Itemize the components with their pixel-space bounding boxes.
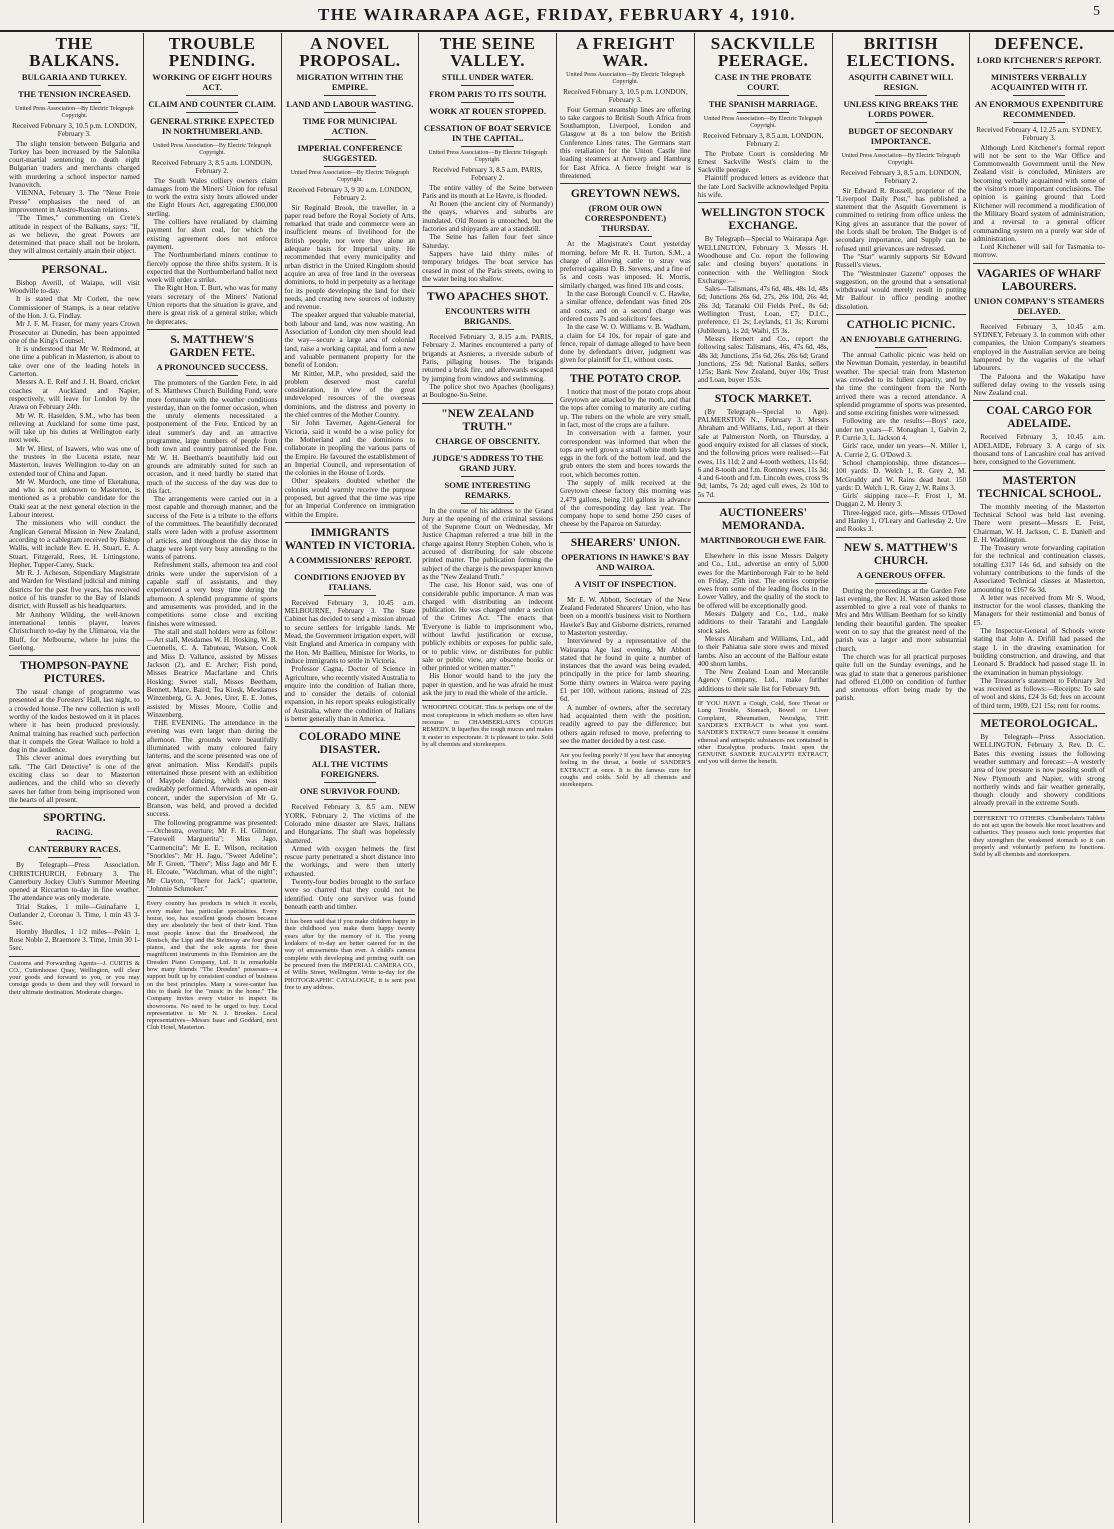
article-subheading: GREYTOWN NEWS. [570,188,680,201]
article-subheading: NEW S. MATTHEW'S CHURCH. [844,541,958,567]
article-paragraph: Bishop Averill, of Waiapu, will visit Woodville to-day. [9,278,140,296]
deck-rule [1013,68,1066,69]
news-column-1 [6,33,144,1523]
deck-rule [48,102,100,103]
deck-rule [324,95,376,96]
article-paragraph: The New Zealand Loan and Mercantile Agency Company, Ltd., make further additions to their sale list for February 9th. [697,668,829,693]
deck-rule [461,503,513,504]
advertisement: DIFFERENT TO OTHERS. Chamberlain's Tablets do not act upon the bowels like most laxatives and cathartics. They possess such tonic properties that they strengthen the weakened stomach so it can properly and voluntarily perform its functions. Sold by all chemists and storekeepers. [973,814,1105,859]
article-paragraph: Lord Kitchener will sail for Tasmania to-morrow. [973,243,1105,260]
column-rule [560,532,691,533]
article-subheading: CATHOLIC PICNIC. [846,319,956,332]
article-headline: THE SEINE VALLEY. [439,34,536,70]
deck-rule [186,139,238,140]
article-paragraph: Mr R. J. Acheson, Stipendiary Magistrate and Warden for Westland judicial and mining districts for the past five years, has received notice of his transfer to the Bay of Islands district, with Russell as his headquarters. [9,569,140,611]
deck-rule [48,840,100,841]
article-deck: ONE SURVIVOR FOUND. [299,786,400,797]
article-subheading: THE POTATO CROP. [569,372,681,385]
advertisement: WHOOPING COUGH. This is perhaps one of the most conspicuous in which mothers so often have recourse to CHAMBERLAIN'S COUGH REMEDY. It liquefies the tough mucus and makes it easier to expectorate. It is pleasant to take. Sold by all chemists and storekeepers. [422,704,553,748]
column-rule [9,956,140,957]
deck-rule [875,149,927,150]
article-deck: JUDGE'S ADDRESS TO THE GRAND JURY. [431,452,544,473]
article-headline: DEFENCE. [994,34,1084,53]
column-rule [147,896,278,897]
article-paragraph: The arrangements were carried out in a most capable and thorough manner, and the success of the Fete is a tribute to the efforts of the committees. The beautifully decorated stalls were laden with a profuse assortment of articles, and throughout the day those in charge were kept very busy attending to the wants of patrons. [146,495,278,562]
column-rule [836,314,967,315]
article-paragraph: In the case Borough Council v. C. Hawke, a similar offence, defendant was fined 20s and costs, and on a second charge was ordered costs 7s and solicitors' fees. [560,290,691,323]
article-paragraph: Messrs Hernert and Co., report the following sales: Talismans, 46s, 47s 6d, 48s, 48s 3d; Junctions, 25s 6d, 26s, 26s 6d; Grand Junctions, 25s 9d; National Banks, sellers 125s; Bank New Zealand, buyer 10s; Trust and Loan, buyer 153s. [697,334,829,385]
article-deck: CLAIM AND COUNTER CLAIM. [148,99,276,109]
advertisement: It has been said that if you make children happy in their childhood you make them happy twenty years after by the memory of it. The young kodakers of to-day are better catered for in the way of amusements than ever. A child's camera complete with developing and printing outfit can be procured from the IMPERIAL CAMERA CO., of Willis Street, Wellington. Write to-day for the PHOTOGRAPHIC CATALOGUE, it is sent post free to any address. [284,918,416,991]
deck-rule [324,595,376,596]
article-paragraph: The Probate Court is considering Mr Ernest Sackville West's claim to the Sackville peerage. [697,149,829,175]
article-deck: LAND AND LABOUR WASTING. [286,99,414,109]
deck-rule [461,119,513,120]
article-subheading: S. MATTHEW'S GARDEN FETE. [169,333,255,359]
article-paragraph: (By Telegraph—Special to Age). PALMERSTON N., February 3. Messrs Abraham and Williams, Ltd., report at their sale at Palmerston North, on Thursday, a good enquiry existed for all classes of stock, and the following prices were realised:—Fat ewes, 11s 11d; 2 and 4-tooth wethers, 11s 6d; 6 and 8-tooth and f.m. Romney ewes, 11s 3d; 4 and 6-tooth and f.m. Lincoln ewes, cross 9s 9d; lambs, 7s 2d; aged cull ewes, 2s 10d to 5s 7d. [697,407,829,499]
wire-credit: United Press Association—By Electric Telegraph Copyright. [566,72,685,85]
column-rule [422,403,553,404]
article-paragraph: The Treasury wrote forwarding capitation for the technical and continuation classes, totalling £317 14s 6d, and subsidy on the voluntary contributions to the funds of the Associated Technical classes at Masterton, amounting to £167 6s 3d. [973,544,1105,594]
article-paragraph: Three-legged race, girls—Misses O'Dowd and Hanley 1, O'Leary and Garlesday 2, Ure and Rooks 3. [835,508,967,534]
article-deck: SOME INTERESTING REMARKS. [444,479,531,500]
article-paragraph: The colliers have retaliated by claiming payment for short coal, for which the existing agreement does not enforce payment. [146,218,278,251]
article-paragraph: Although Lord Kitchener's formal report will not be sent to the War Office and Commonwealth Government until the New Zealand visit is concluded, Ministers are becoming verbally acquainted with some of the visitor's more important conclusions. The opinion is gaining ground that Lord Kitchener will recommend a modification of the Military Board system of administration, and a reversal to a general officer commanding system on a purely war side of administration. [973,143,1105,243]
article-deck: RACING. [56,827,93,838]
article-paragraph: VIENNA, February 3. The "Neue Freie Presse" emphasises the need of an improvement in Austro-Russian relations. [9,189,140,214]
wire-credit: United Press Association—By Electric Telegraph Copyright. [703,116,823,129]
article-paragraph: The promoters of the Garden Fete, in aid of S. Matthews Church Building Fund, were more fortunate with the weather conditions yesterday, than on the former occasion, when the unruly elements necessitated a postponement of the Fete. Enticed by an ideal summer's day and an attractive programme, large numbers of people from both town and country patronised the Fete. Mr W. H. Beetham's beautifully laid out grounds are admirably suited for such an occasion, and it need hardly be stated that much of the success of the day was due to this fact. [146,378,278,495]
deck-rule [461,329,513,330]
article-paragraph: Mr E. W. Abbott, Secretary of the New Zealand Federated Shearers' Union, who has been on a month's business visit to Northern Hawke's Bay and Gisborne districts, returned to Masterton yesterday. [560,595,691,637]
article-paragraph: Plaintiff produced letters as evidence that the late Lord Sackville acknowledged Pepita his wife. [697,174,829,200]
article-subheading: STOCK MARKET. [714,392,812,405]
column-rule [285,914,416,915]
article-paragraph: Mr Kittler, M.P., who presided, said the problem deserved most careful consideration, in view of the great undeveloped resources of the overseas dominions, and the distress and poverty in the chief centres of the Mother Country. [284,369,416,420]
news-column-8 [970,33,1108,1523]
article-paragraph: Received February 3, 10.45 a.m. SYDNEY, February 3. In common with other companies, the Union Company's steamers employed in the Australian service are being hampered by the vagaries of the wharf labourers. [973,322,1105,373]
wire-credit: United Press Association—By Electric Telegraph Copyright. [428,150,547,163]
article-deck: BUDGET OF SECONDARY IMPORTANCE. [848,126,954,146]
article-paragraph: The South Wales colliery owners claim damages from the Miners' Union for refusal to work the extra sixty hours allowed under the Eight Hours Act, aggregating £300,000 sterling. [146,176,278,218]
article-subheading: SHEARERS' UNION. [570,536,681,549]
article-paragraph: In the course of his address to the Grand Jury at the opening of the criminal sessions of the Supreme Court on Wednesday, Mr Justice Chapman referred a true bill in the charge against Henry Stephen Cohen, who is accused of distributing for sale obscene printed matter. The publication forming the subject of the charge is the newspaper known as the "New Zealand Truth." [422,506,553,581]
article-headline: SACKVILLE PEERAGE. [710,34,816,70]
article-paragraph: Girls' race, under ten years—N. Miller 1, A. Currie 2, G. O'Dowd 3. [835,442,967,459]
deck-rule [186,375,238,376]
deck-rule [324,139,376,140]
deck-rule [324,166,376,167]
article-paragraph: Mr W. R. Haselden, S.M., who has been relieving at Auckland for some time past, will take up his duties at Wellington early next week. [9,411,140,445]
article-paragraph: Messrs Dalgety and Co., Ltd., make additions to their Taratahi and Langdale stock sales. [697,610,829,635]
article-paragraph: Trial Stakes, 1 mile—Guinafarre 1, Outlander 2, Coronao 3. Time, 1 min 43 3-5sec. [9,902,140,928]
article-paragraph: By Telegraph—Press Association. CHRISTCHURCH, February 3. The Canterbury Jockey Club's Summer Meeting opened at Riccarton to-day in fine weather. The attendance was only moderate. [9,861,140,903]
article-paragraph: The Inspector-General of Schools wrote stating that John A. Drifill had passed the stage I. in the drawing examination for building construction, and drawing, and that Leonard S. Braddock had passed stage II. in the examination in human physiology. [973,627,1105,677]
dateline: Received February 3, 9 30 a.m. LONDON, February 2. [287,186,412,203]
article-deck: CASE IN THE PROBATE COURT. [714,72,812,92]
article-paragraph: It is stated that Mr Corlett, the new Commissioner of Stamps, is a near relative of the Hon. J. G. Findlay. [9,295,140,320]
article-paragraph: Hornby Hurdles, 1 1/2 miles—Pekin 1, Rose Noble 2, Braemore 3. Time, 1min 30 1-5sec. [9,927,140,953]
article-deck: ASQUITH CABINET WILL RESIGN. [848,72,954,92]
column-rule [9,655,140,656]
column-rule [973,470,1105,471]
article-headline: TROUBLE PENDING. [168,34,256,70]
article-paragraph: The stall and stall holders were as follow:—Art stall, Mesdames W. H. Hosking, W. B. Cuennells, C. A. Tabuteau, Watson, Cook and Miss D. Vallance, assisted by Misses Jackson (2), and E. Archer; Fish pond, Misses Beatrice Macfarlane and Chris Hosking; Sweet stall, Misses Beetham, Bennett, Mace, Baird; Tea Kiosk, Mesdames Winzenberg, G. A. Jones, Urer, E. E. Jones, assisted by Misses Moore, Collie and Winzenberg. [146,627,278,719]
column-rule [560,748,691,749]
article-subheading: IMMIGRANTS WANTED IN VICTORIA. [284,526,415,552]
article-deck: A GENEROUS OFFER. [856,569,946,580]
article-paragraph: The Northumberland miners continue to fiercely oppose the three shifts system. It is expected that the Northumberland ballot next week will order a strike. [146,251,278,285]
article-paragraph: School championship, three distances—100 yards: D. Welch 1, R. Grey 2, M. McGruddy and W. Rains dead heat. 150 yards: D. Welch 1, R. Gray 2, W. Rains 3. [835,458,967,492]
deck-rule [875,122,927,123]
article-paragraph: Mr W. Murdoch, one time of Eketahuna, and who is not unknown to Masterton, is mentioned as a probable candidate for the Otaki seat at the next general election in the Labour interest. [9,477,140,520]
deck-rule [737,95,789,96]
article-deck: WORKING OF EIGHT HOURS ACT. [152,72,272,92]
article-deck: CHARGE OF OBSCENITY. [435,435,540,446]
article-deck: UNLESS KING BREAKS THE LORDS POWER. [843,99,959,119]
article-paragraph: "The Times," commenting on Crete's attitude in respect of the Balkans, says: "If, as we believe, the great Powers are determined that peace shall not be broken, they will almost certainly attain their object. [9,214,140,256]
deck-rule [461,102,513,103]
article-paragraph: The missioners who will conduct the Anglican General Mission in New Zealand, according to a cablegram received by Bishop Wallis, will include Rev. E. H. Stuart, E. A. Stuart, Fitzgerald, Rees, H. Littingstone, Hepher, Tupper-Carey, Stack. [9,519,140,569]
article-subheading: SPORTING. [43,812,106,825]
article-paragraph: It is understood that Mr W. Redmond, at one time a publican in Masterton, is about to take over one of the leading hotels in Carterton. [9,345,140,379]
article-paragraph: I notice that most of the potato crops about Greytown are attacked by the moth, and that the tops after coming to maturity are curling up. The tubers on the whole are very small, in fact, most of the crops are a failure. [560,387,691,429]
advertisement: IF YOU HAVE a Cough, Cold, Sore Throat or Lung Trouble, Stomach, Bowel or Liver Complaint, Rheumatism, Neuralgia, THE SANDER'S EXTRACT is what you want. SANDER'S EXTRACT cures because it contains ethereal and antiseptic substances not contained in other Eucalyptus products. Insist upon the GENUINE SANDER EUCALYPTI EXTRACT, and you will derive the benefit. [697,700,829,766]
article-paragraph: This clever animal does everything but talk. "The Girl Detective" is one of the exciting class so dear to Masterton audiences, and the child who so cleverly saves her father from being imprisoned won the hearts of all present. [9,754,140,804]
page-number: 5 [1093,4,1100,19]
deck-rule [324,112,376,113]
news-column-7 [833,33,971,1523]
article-paragraph: Mr J. F. M. Fraser, for many years Crown Prosecutor at Dunedin, has been appointed one of the King's Counsel. [9,320,140,345]
deck-rule [324,799,376,800]
article-paragraph: The usual change of programme was presented at the Foresters' Hall, last night, to a crowded house. The new collection is well worthy of the kudos bestowed on it in places where it has been produced previously. Animal training has reached such perfection that it compels the Great Wallace to hold a dog in the audience. [9,688,140,755]
article-deck: MINISTERS VERBALLY ACQUAINTED WITH IT. [990,72,1088,92]
article-paragraph: A letter was received from Mr S. Wood, instructor for the wool classes, thanking the Managers for their testimonial and bonus of £5. [973,593,1105,627]
advertisement: Are you feeling poorly? If you have that annoying feeling in the throat, a bottle of SANDER'S EXTRACT at once. It is the famous cure for coughs and colds. Sold by all chemists and storekeepers. [560,752,691,789]
article-paragraph: Messrs A. E. Relf and J. H. Board, cricket coaches at Auckland and Napier, respectively, will leave for London by the Arawa on February 24th. [9,378,140,412]
column-rule [973,400,1105,401]
newspaper-title: THE WAIRARAPA AGE, FRIDAY, FEBRUARY 4, 1910. [318,5,796,24]
deck-rule [48,85,100,86]
article-subheading: TWO APACHES SHOT. [426,291,549,304]
article-deck: A VISIT OF INSPECTION. [574,578,677,589]
advertisement: Every country has products in which it excels, every maker has particular specialities. Every house, too, has excellent goods chosen because they are absolutely the best of their kind. Thus most people know that the Broadwood, the Ronisch, the Lipp and the Steinway are four great pianos, and that the sole agents for these magnificent instruments in this Dominion are the Dresden Piano Company, Ltd. It is remarkable how many friends "The Dresden" possesses—a support built up by consistent conduct of business on the best principles. Many a wave-canter has this to thank for the "music in the home." The Company invites every visitor to inspect its showrooms. No need to be urged to buy. Local representative is Mr N. J. Brookes. Local representatives—Messrs Isaac and Goddard, next Club Hotel, Masterton. [146,900,278,1032]
column-rule [698,696,829,697]
deck-rule [599,236,651,237]
news-column-4 [419,33,557,1523]
article-subheading: METEOROLOGICAL. [980,718,1098,731]
deck-rule [48,857,100,858]
article-paragraph: Elsewhere in this issue Messrs Dalgety and Co., Ltd., advertise an entry of 5,000 ewes for the Martinborough Fair to be held on Friday, 25th inst. The entries comprise ewes from some of the leading flocks in the Lower Valley, and the quality of the stock to be offered will be exceptionally good. [697,551,829,610]
article-paragraph: Armed with oxygen helmets the first rescue party penetrated a short distance into the workings, and were then utterly exhausted. [284,844,416,878]
article-paragraph: The supply of milk received at the Greytown cheese factory this morning was 2,479 gallons, being 210 gallons in advance of the corresponding day last year. The company hope to send home 250 cases of cheese by the Paparoa on Saturday. [560,478,691,529]
deck-rule [461,476,513,477]
article-paragraph: His Honor would hand to the jury the paper in question, and he was afraid he must ask the jury to read the whole of the article. [422,672,553,698]
column-rule [973,263,1105,264]
column-rule [973,713,1105,714]
article-headline: A FREIGHT WAR. [576,34,675,70]
article-paragraph: The following programme was presented:—Orchestra, overture; Mr F. H. Gilmour, "Farewell Marguerita"; Miss Jago, "Carmencita"; Mr E. E. Wilson, recitation "Snorkles"; Mr H. Jago, "Sweet Adeline"; Mr F. Green, "There"; Miss Jago and Mr F. H. Elcoate, "Watchman, what of the night"; Mr Clayton, "There for Jack"; quartette, "Johnnie Schmoker." [146,818,278,894]
article-deck: THE SPANISH MARRIAGE. [708,99,818,109]
column-rule [836,537,967,538]
deck-rule [1013,95,1066,96]
article-deck: OPERATIONS IN HAWKE'S BAY AND WAIROA. [561,551,690,572]
article-deck: TIME FOR MUNICIPAL ACTION. [302,116,398,136]
dateline: Received February 3, 8.5 a.m. PARIS, February 2. [432,166,543,183]
article-deck: MIGRATION WITHIN THE EMPIRE. [296,72,404,92]
article-paragraph: Other speakers doubted whether the colonies would warmly receive the purpose proposed, but agreed that the time was ripe for an Imperial Conference on immigration within the Empire. [284,477,416,519]
deck-rule [875,95,927,96]
article-deck: IMPERIAL CONFERENCE SUGGESTED. [297,143,403,163]
dateline: Received February 3, 10.5 p.m. LONDON, February 3. [12,122,137,139]
article-paragraph: In conversation with a farmer, your correspondent was informed that when the tops are well grown a small white moth lays eggs in the fork of the bottom leaf, and the grub enters the stem and bores towards the root, which becomes rotten. [560,429,691,479]
dateline: Received February 3, 10.5 p.m. LONDON, February 3. [563,88,688,105]
article-paragraph: The speaker argued that valuable material, both labour and land, was now wasting. An Association of London city men should lead the way—secure a large area of colonial land, raise a working capital, and form a new and valuable permanent property for the benefit of London. [284,311,416,370]
advertisement: Customs and Forwarding Agents—J. CURTIS & CO., Cuttenhouse Quay, Wellington, will clear your goods and forward to you, or you may consign goods to them and they will forward to their ultimate destination. Moderate charges. [9,959,140,996]
article-paragraph: Received February 3, 8.15 a.m. PARIS, February 2. Marines encountered a party of brigands at Asnieres, a riverside suburb of Paris, pillaging houses. The brigands returned a brisk fire, and afterwards escaped by jumping from windows and swimming. [422,333,553,383]
article-deck: WORK AT ROUEN STOPPED. [429,106,546,116]
article-paragraph: Mr Anthony Wilding, the well-known international tennis player, leaves Christchurch to-day by the Ulimaroa, via the Bluff, for Melbourne, where he joins the Geelong. [9,610,140,652]
deck-rule [324,568,376,569]
column-rule [285,522,416,523]
article-subheading: PERSONAL. [41,263,108,276]
article-paragraph: THE EVENING. The attendance in the evening was even larger than during the afternoon. The grounds were beautifully illuminated with many coloured fairy lanterns, and the scene presented was one of great animation. Miss Kendall's pupils entertained those present with an exhibition of Maypole dancing, which was most creditably performed. Afterwards an open-air concert, under the supervision of Mr G. Branson, was held, and proved a decided success. [146,719,278,819]
article-paragraph: Girls' skipping race—F. Frost 1, M. Duggan 2, M. Henry 3. [835,492,967,509]
article-paragraph: Four German steamship lines are offering to take cargoes to British South Africa from Southampton, Liverpool, London and Glasgow at 8s a ton below the British Conference Lines rates. The Germans start this retaliation for the Union Castle line loading steamers at Antwerp and Hamburg for East Africa. A fierce freight war is threatened. [560,105,691,180]
article-deck: LORD KITCHENER'S REPORT. [976,55,1102,65]
article-paragraph: The "Westminster Gazette" opposes the suggestion, on the ground that a sensational withdrawal would merely result in putting Mr Balfour in office pending another dissolution. [835,269,967,311]
deck-rule [737,112,789,113]
article-subheading: MASTERTON TECHNICAL SCHOOL. [977,474,1102,500]
wire-credit: United Press Association—By Electric Telegraph Copyright. [290,170,410,183]
deck-rule [599,592,651,593]
article-paragraph: Mr W. Hirst, of Isawers, who was one of the trustees in the Lucena estate, near Masterton, leaves Wellington to-day on an extended tour of China and Japan. [9,444,140,478]
article-deck: CANTERBURY RACES. [28,844,121,855]
deck-rule [875,583,927,584]
news-column-5 [557,33,695,1523]
news-column-3 [282,33,420,1523]
news-columns [6,33,1108,1523]
article-subheading: COAL CARGO FOR ADELAIDE. [986,405,1092,431]
article-paragraph: The Seine has fallen four feet since Saturday. [422,233,553,250]
article-deck: CESSATION OF BOAT SERVICE IN THE CAPITAL. [424,123,552,143]
column-rule [422,286,553,287]
article-paragraph: During the proceedings at the Garden Fete last evening, the Rev. H. Watson asked those assembled to give a real vote of thanks to Mrs and Mrs William Beetham for so kindly lending their beautiful garden. The speaker went on to say that the greatest need of the parish was a larger and more substantial church. [835,586,967,653]
article-subheading: AUCTIONEERS' MEMORANDA. [719,506,807,532]
article-paragraph: The "Star" warmly supports Sir Edward Russell's views. [835,252,967,270]
article-paragraph: Sappers have laid thirty miles of temporary bridges. The boat service has ceased in most of the Paris streets, owing to the water being too shallow. [422,249,553,283]
column-rule [560,183,691,184]
article-paragraph: Sir Edward R. Russell, proprietor of the "Liverpool Daily Post," has published a statement that the Asquith Government is committed to retiring from office unless the King gives an assurance that the power of the Lords shall be broken. The Budget is of secondary importance, and Supply can be refused until grievances are redressed. [835,186,967,253]
article-deck: CONDITIONS ENJOYED BY ITALIANS. [294,571,406,592]
column-rule [698,388,829,389]
article-paragraph: Twenty-four bodies brought to the surface were so charred that they could not be identified. Only one survivor was found beneath earth and timber. [284,878,416,911]
column-rule [9,259,140,260]
deck-rule [875,347,927,348]
article-paragraph: Professor Cagna, Doctor of Science in Agriculture, who recently visited Australia to enquire into the condition of Italian there, and to consider the details of colonial expansion, in his report speaks eulogistically of Australia, where the condition of Italians is better generally than in America. [284,665,416,724]
wire-credit: United Press Association—By Electric Telegraph Copyright. [152,143,272,156]
article-paragraph: By Telegraph—Special to Wairarapa Age. WELLINGTON, February 3. Messrs H. Woodhouse and Co. report the following sale: and closing buyers' quotations in connection with the Wellington Stock Exchange:— [697,235,829,285]
article-headline: A NOVEL PROPOSAL. [299,34,401,70]
article-paragraph: Following are the results:—Boys' race, under ten years—F. Monaghan 1, Galvin 2, P. Currie 3, L. Jackson 4. [835,417,967,443]
article-deck: ENCOUNTERS WITH BRIGANDS. [445,306,531,327]
article-deck: A COMMISSIONERS' REPORT. [288,554,412,565]
dateline: Received February 3, 8.5 a.m. LONDON, February 2. [151,159,273,176]
deck-rule [186,95,238,96]
article-paragraph: The church was for all practical purposes quite full on the Sunday evenings, and he was glad to state that a generous parishioner had offered £1,000 on condition of further and strenuous effort being made by the parish. [835,652,967,703]
column-rule [698,202,829,203]
article-deck: ALL THE VICTIMS FOREIGNERS. [311,759,388,780]
news-column-2 [144,33,282,1523]
article-deck: UNION COMPANY'S STEAMERS DELAYED. [974,295,1105,316]
column-rule [973,811,1105,812]
article-deck: FROM PARIS TO ITS SOUTH. [429,89,547,99]
dateline: Received February 4, 12.25 a.m. SYDNEY, February 3. [976,126,1102,143]
article-paragraph: The annual Catholic picnic was held on the Newman Domain, yesterday, in beautiful weather. The special train from Masterton was crowded to its fullest capacity, and by the time the contingent from the North arrived there was a record attendance. A splendid programme of sports was presented, and some exciting finishes were witnessed. [835,351,967,418]
deck-rule [324,782,376,783]
column-rule [422,700,553,701]
deck-rule [461,146,513,147]
article-paragraph: The slight tension between Bulgaria and Turkey has been increased by the Salonika court-martial sentencing to death eight Bulgarian traders and merchants charged with murdering a school inspector named Ivanovitch. [9,139,140,190]
article-paragraph: At Rouen (the ancient city of Normandy) the quays, wharves and suburbs are inundated. Old Rouen is untouched, but the factories and shipyards are at a standstill. [422,200,553,234]
article-deck: MARTINBOROUGH EWE FAIR. [700,534,827,545]
deck-rule [461,85,513,86]
article-paragraph: By Telegraph—Press Association. WELLINGTON, February 3. Rev. D. C. Bates this evening issues the following weather summary and forecast:—A westerly area of low pressure is now passing south of New Plymouth and Napier, with strong northerly winds and fair weather generally, though cloudy and showery conditions already prevail in the extreme South. [973,733,1105,808]
deck-rule [1013,122,1066,123]
article-paragraph: Interviewed by a representative of the Wairarapa Age last evening, Mr Abbott stated that he found in quite a number of instances that the award was being evaded, principally in the price for lamb shearing. Some thirty owners in Wairoa were paying £1 per 100, without rations, instead of 22s 6d. [560,637,691,704]
article-deck: GENERAL STRIKE EXPECTED IN NORTHUMBERLAND. [150,116,275,136]
article-headline: BRITISH ELECTIONS. [846,34,956,70]
article-paragraph: At the Magistrate's Court yesterday morning, before Mr R. H. Turton, S.M., a charge of allowing cattle to stray was preferred against D. B. Stevens, and a fine of 5s and costs was imposed. H. Morris, similarly charged, was fined 10s and costs. [560,240,691,290]
deck-rule [599,575,651,576]
column-rule [698,502,829,503]
article-paragraph: Sir John Taverner, Agent-General for Victoria, said it would be a wise policy for the Motherland and the dominions to collaborate in peopling the various parts of the Empire. He favoured the establishment of an Imperial Council, and representation of the colonies in the House of Lords. [284,419,416,478]
article-subheading: WELLINGTON STOCK EXCHANGE. [701,207,826,233]
article-paragraph: The police shot two Apaches (hooligans) at Boulogne-Su-Seine. [422,382,553,400]
article-paragraph: The monthly meeting of the Masterton Technical School was held last evening. There were present—Messrs E. Feist, Chairman, W. H. Jackson, C. E. Daniell and E. H. Waddington. [973,502,1105,544]
article-paragraph: Messrs Abraham and Williams, Ltd., add to their Pahiatua sale store ewes and mixed lambs. Also an account of the Balfour estate 400 shorn lambs. [697,634,829,668]
news-column-6 [695,33,833,1523]
article-subheading: "NEW ZEALAND TRUTH." [441,407,534,433]
article-paragraph: Received February 3, 10.45 a.m. ADELAIDE, February 3. A cargo of six thousand tons of Lancashire coal has arrived here, consigned to the Government. [973,433,1105,467]
deck-rule [186,112,238,113]
column-rule [9,807,140,808]
article-paragraph: Sir Reginald Brook, the traveller, in a paper read before the Royal Society of Arts, remarked that trade and commerce were an insufficient means of livelihood for the British people, nor were they alone an adequate basis for Imperial unity. He recommended that every municipality and urban district in the United Kingdom should acquire an area of free land in the overseas dominions, to hold in perpetuity as a heritage for its people developing the land for their needs, and creating new sources of industry and revenue. [284,203,416,312]
article-deck: STILL UNDER WATER. [441,72,534,82]
article-headline: THE BALKANS. [29,34,120,70]
article-subheading: THOMPSON-PAYNE PICTURES. [20,660,129,686]
wire-credit: United Press Association—By Electric Telegraph Copyright. [841,153,961,166]
article-paragraph: A number of owners, after the secretary had acquainted them with the position, readily agreed to pay the difference; but others again refused to move, preferring to see the matter decided by a test case. [560,703,691,745]
article-paragraph: The Right Hon. T. Burt, who was for many years secretary of the Miners' National Union reports that the situation is grave, and there is great risk of a general strike, which he deprecates. [146,284,278,326]
article-paragraph: The entire valley of the Seine between Paris and its mouth at Le Havre, is flooded. [422,183,553,200]
column-rule [285,726,416,727]
article-paragraph: Received February 3, 8.5 a.m. NEW YORK, February 2. The victims of the Colorado mine disaster are Slavs, Italians and Hungarians. The shaft was hopelessly shattered. [284,803,416,845]
masthead [0,0,1114,32]
article-deck: AN ENJOYABLE GATHERING. [839,334,962,345]
article-deck: THE TENSION INCREASED. [18,89,131,99]
dateline: Received February 3, 8.5 a.m. LONDON, February 2. [840,169,962,186]
article-paragraph: The Treasurer's statement to February 3rd was received as follows:—Receipts: To sale of wool and skins, £24 3s 6d; fees on account of third term, 1909, £21 15s; rent for rooms. [973,676,1105,710]
article-paragraph: In the case W. O. Williams v. B. Wadham, a claim for £4 10s, for repair of gate and fence, repair of damage alleged to have been done by defendant's driver, judgment was given for plaintiff for £1, without costs. [560,323,691,365]
article-paragraph: The case, his Honor said, was one of considerable public importance. A man was charged with distributing an indecent publication. He was charged under a section of the Crimes Act. "The enacts that 'Everyone is liable to imprisonment who, without lawful justification or excuse, publicly exhibits or exposes for public sale, or to public view, or distributes for public sale or public view, any obscene books or other printed or written matter.'" [422,581,553,673]
article-deck: (FROM OUR OWN CORRESPONDENT.) THURSDAY. [584,203,667,234]
article-deck: A PRONOUNCED SUCCESS. [156,361,268,372]
article-paragraph: Received February 3, 10.45 a.m. MELBOURNE, February 3. The State Cabinet has decided to send a mission abroad to secure settlers for irrigable lands. Mr Mead, the Government irrigation expert, will visit England and America in company with the Hon. Mr Baillieu, Minister for Works, to induce immigrants to settle in Victoria. [284,598,416,665]
article-paragraph: The Paloona and the Wakatipu have suffered delay owing to the vessels using New Zealand coal. [973,372,1105,398]
article-deck: AN ENORMOUS EXPENDITURE RECOMMENDED. [974,99,1104,119]
wire-credit: United Press Association—By Electric Telegraph Copyright. [15,106,134,119]
deck-rule [1013,319,1066,320]
column-rule [560,368,691,369]
deck-rule [461,449,513,450]
column-rule [147,329,278,330]
deck-rule [737,548,789,549]
article-paragraph: Refreshment stalls, afternoon tea and cool drinks were under the supervision of a capable staff of assistants, and they experienced a very busy time during the afternoon. A splendid programme of sports and amusements was provided, and in the competitions some close and exciting finishes were witnessed. [146,561,278,628]
article-subheading: COLORADO MINE DISASTER. [298,731,401,757]
dateline: Received February 3, 8.5 a.m. LONDON, February 2. [702,132,824,149]
article-subheading: VAGARIES OF WHARF LABOURERS. [976,267,1102,293]
article-paragraph: Sales—Talismans, 47s 6d, 48s, 48s 1d, 48s 6d; Junctions 26s 6d, 27s, 26s 10d, 26s 4d, 26s 3d; Taranaki Oil Fields Pref., 8s 6d; Wellington Trust, Loan, £7; D.I.C., preference, £1 2s; Leylands, £1 3s; Kurumi (Jubileum), 1s 2d; Waihi, £5 3s. [697,285,829,335]
article-deck: BULGARIA AND TURKEY. [21,72,127,82]
